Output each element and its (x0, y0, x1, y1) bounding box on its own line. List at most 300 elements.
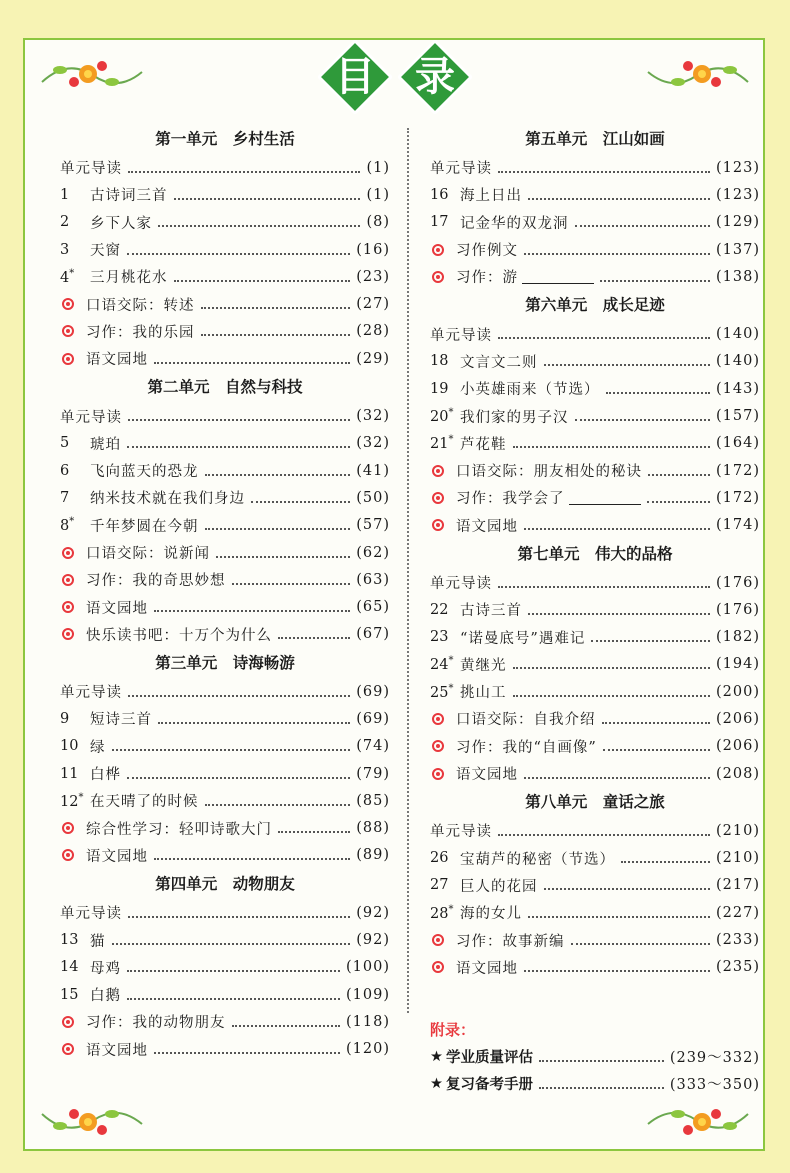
toc-entry-page: (200) (716, 683, 760, 700)
leader-dots (201, 334, 351, 336)
toc-entry[interactable] (60, 236, 390, 263)
appendix-title: 附录： (430, 1021, 476, 1039)
bullet-circle-icon (62, 325, 74, 337)
leader-dots (513, 446, 711, 448)
toc-entry-page: (65) (356, 599, 390, 616)
lesson-number: 15 (60, 986, 79, 1003)
leader-dots (251, 501, 350, 503)
toc-entry-label: 口语交际：朋友相处的秘诀 (456, 464, 642, 481)
appendix-item[interactable] (430, 1070, 760, 1097)
optional-lesson-mark: * (448, 434, 454, 446)
toc-entry-label: 宝葫芦的秘密（节选） (460, 851, 615, 868)
toc-entry-label: 乡下人家 (90, 215, 152, 232)
toc-entry[interactable] (430, 817, 760, 844)
toc-entry-label: 语文园地 (86, 1042, 148, 1059)
bullet-circle-icon (432, 961, 444, 973)
appendix-item-page: (239～332) (669, 1050, 760, 1067)
leader-dots (128, 419, 350, 421)
toc-column-left (60, 124, 390, 1063)
page-title (318, 40, 472, 114)
unit-title: 第四单元 动物朋友 (155, 875, 295, 894)
toc-entry-page: (32) (356, 435, 390, 452)
lesson-number: 14 (60, 959, 79, 976)
toc-entry[interactable] (60, 181, 390, 208)
toc-entry[interactable] (430, 320, 760, 347)
lesson-number: 3 (60, 241, 70, 258)
toc-entry-page: (50) (356, 489, 390, 506)
leader-dots (128, 695, 350, 697)
toc-entry[interactable] (60, 621, 390, 648)
toc-entry-label: 习作：我的奇思妙想 (86, 573, 226, 590)
bullet-circle-icon (432, 492, 444, 504)
toc-entry[interactable] (60, 263, 390, 290)
lesson-number: 19 (430, 380, 449, 397)
toc-entry[interactable] (430, 209, 760, 236)
unit-title: 第五单元 江山如画 (525, 130, 665, 148)
toc-entry-label: 单元导读 (430, 327, 492, 344)
toc-entry-page: (143) (716, 380, 760, 397)
leader-dots (648, 474, 710, 476)
title-char: 录 (415, 54, 455, 100)
toc-entry-page: (137) (716, 241, 760, 258)
leader-dots (127, 253, 350, 255)
toc-entry[interactable] (60, 705, 390, 732)
bullet-circle-icon (432, 934, 444, 946)
toc-entry[interactable] (60, 402, 390, 429)
star-icon: ★ (430, 1075, 443, 1092)
toc-entry[interactable] (60, 815, 390, 842)
leader-dots (158, 225, 360, 227)
toc-entry[interactable] (430, 651, 760, 678)
toc-entry-label: 习作例文 (456, 243, 518, 260)
optional-lesson-mark: * (69, 267, 75, 279)
toc-entry-label: “诺曼底号”遇难记 (460, 630, 586, 647)
lesson-number: 5 (60, 435, 70, 452)
lesson-number: 26 (430, 850, 449, 867)
toc-entry[interactable] (60, 566, 390, 593)
bullet-circle-icon (432, 519, 444, 531)
lesson-number: 21* (430, 434, 454, 453)
leader-dots (498, 586, 710, 588)
toc-entry[interactable] (430, 760, 760, 787)
leader-dots (544, 364, 711, 366)
toc-entry-label: 琥珀 (90, 436, 121, 453)
bullet-circle-icon (62, 353, 74, 365)
bullet-circle-icon (62, 1043, 74, 1055)
toc-entry-label: 白桦 (90, 767, 121, 784)
toc-entry-label: 语文园地 (456, 518, 518, 535)
toc-entry-page: (8) (366, 214, 390, 231)
leader-dots (278, 637, 350, 639)
lesson-number: 11 (60, 765, 79, 782)
toc-entry-label: 海的女儿 (460, 906, 522, 923)
toc-entry[interactable] (430, 181, 760, 208)
toc-entry-page: (27) (356, 296, 390, 313)
toc-entry-label: 我们家的男子汉 (460, 409, 569, 426)
bullet-circle-icon (432, 768, 444, 780)
leader-dots (112, 943, 351, 945)
star-icon: ★ (430, 1048, 443, 1065)
unit-title: 第二单元 自然与科技 (147, 378, 303, 397)
toc-entry-label: 飞向蓝天的恐龙 (90, 464, 199, 481)
toc-entry[interactable] (60, 787, 390, 814)
toc-entry-label: 综合性学习：轻叩诗歌大门 (86, 821, 272, 838)
toc-entry-page: (69) (356, 710, 390, 727)
toc-entry-page: (206) (716, 710, 760, 727)
unit-title: 第七单元 伟大的品格 (517, 544, 673, 563)
lesson-number: 10 (60, 738, 79, 755)
lesson-number: 12* (60, 791, 84, 810)
leader-dots (498, 171, 710, 173)
toc-entry-page: (109) (346, 986, 390, 1003)
toc-entry-page: (227) (716, 904, 760, 921)
toc-entry[interactable] (60, 954, 390, 981)
toc-entry-label: 口语交际：自我介绍 (456, 712, 596, 729)
toc-entry-label: 口语交际：说新闻 (86, 546, 210, 562)
optional-lesson-mark: * (69, 516, 75, 528)
toc-entry[interactable] (430, 596, 760, 623)
toc-entry[interactable] (60, 290, 390, 317)
toc-entry-label: 习作：我的乐园 (86, 324, 195, 341)
toc-entry-label: 文言文二则 (460, 354, 538, 371)
lesson-number: 9 (60, 710, 70, 727)
toc-entry-page: (140) (716, 326, 760, 343)
toc-entry-label: 单元导读 (60, 685, 122, 702)
toc-entry[interactable] (60, 209, 390, 236)
toc-entry-label: 快乐读书吧：十万个为什么 (86, 627, 272, 644)
toc-entry[interactable] (60, 981, 390, 1008)
leader-dots (513, 667, 711, 669)
leader-dots (524, 777, 710, 779)
floral-ornament-icon (38, 52, 148, 96)
toc-entry-page: (85) (356, 792, 390, 809)
toc-entry-page: (67) (356, 626, 390, 643)
toc-entry-page: (63) (356, 571, 390, 588)
leader-dots (201, 307, 351, 309)
optional-lesson-mark: * (448, 903, 454, 915)
toc-entry[interactable] (60, 1008, 390, 1035)
toc-entry-page: (79) (356, 765, 390, 782)
toc-entry-page: (210) (716, 822, 760, 839)
bullet-circle-icon (62, 628, 74, 640)
lesson-number: 25* (430, 682, 454, 701)
toc-entry[interactable] (430, 430, 760, 457)
leader-dots (232, 583, 351, 585)
toc-entry-label: 海上日出 (460, 188, 522, 205)
bullet-circle-icon (62, 822, 74, 834)
toc-entry[interactable] (430, 705, 760, 732)
toc-entry-label: 口语交际：转述 (86, 297, 195, 314)
toc-entry-label: 千年梦圆在今朝 (90, 518, 199, 535)
toc-entry-page: (120) (346, 1041, 390, 1058)
toc-entry-page: (233) (716, 932, 760, 949)
leader-dots (539, 1060, 664, 1062)
toc-entry-page: (32) (356, 408, 390, 425)
lesson-number: 2 (60, 214, 70, 231)
leader-dots (205, 474, 351, 476)
toc-entry-label: 芦花鞋 (460, 436, 507, 453)
toc-entry-label: 三月桃花水 (90, 270, 168, 287)
toc-entry[interactable] (60, 760, 390, 787)
toc-entry[interactable] (430, 954, 760, 981)
toc-entry[interactable] (430, 733, 760, 760)
leader-dots (603, 749, 710, 751)
leader-dots (174, 198, 361, 200)
lesson-number: 7 (60, 489, 70, 506)
toc-entry[interactable] (60, 899, 390, 926)
leader-dots (174, 280, 351, 282)
toc-entry-label: 语文园地 (86, 352, 148, 369)
toc-entry[interactable] (60, 593, 390, 620)
toc-column-right (430, 124, 760, 981)
toc-entry[interactable] (430, 845, 760, 872)
lesson-number: 23 (430, 629, 449, 646)
toc-entry-page: (1) (366, 159, 390, 176)
toc-entry-label: 白鹅 (90, 988, 121, 1005)
leader-dots (571, 943, 711, 945)
leader-dots (600, 280, 710, 282)
toc-entry-label: 天窗 (90, 243, 121, 260)
toc-entry[interactable] (60, 345, 390, 372)
toc-entry-label: 单元导读 (430, 824, 492, 841)
bullet-circle-icon (432, 713, 444, 725)
toc-entry[interactable] (430, 484, 760, 511)
leader-dots (524, 970, 710, 972)
toc-entry-page: (172) (716, 489, 760, 506)
leader-dots (498, 834, 710, 836)
toc-entry-page: (92) (356, 904, 390, 921)
bullet-circle-icon (432, 271, 444, 283)
bullet-circle-icon (432, 465, 444, 477)
leader-dots (602, 722, 711, 724)
leader-dots (528, 916, 710, 918)
leader-dots (127, 446, 350, 448)
toc-entry[interactable] (430, 872, 760, 899)
toc-entry-label: 记金华的双龙洞 (460, 215, 569, 232)
toc-entry-label: 习作：游 (456, 270, 518, 287)
toc-entry-page: (1) (366, 186, 390, 203)
unit-title: 第一单元 乡村生活 (155, 130, 295, 148)
lesson-number: 6 (60, 462, 70, 479)
toc-entry[interactable] (60, 539, 390, 566)
leader-dots (539, 1087, 664, 1089)
toc-entry-page: (123) (716, 159, 760, 176)
leader-dots (158, 722, 350, 724)
toc-entry-label: 古诗三首 (460, 603, 522, 620)
toc-entry[interactable] (430, 678, 760, 705)
leader-dots (232, 1025, 341, 1027)
toc-entry-label: 语文园地 (456, 767, 518, 784)
leader-dots (528, 198, 710, 200)
appendix-item[interactable] (430, 1043, 760, 1070)
leader-dots (154, 362, 350, 364)
toc-entry[interactable] (430, 375, 760, 402)
leader-dots (606, 392, 711, 394)
toc-entry-page: (164) (716, 435, 760, 452)
toc-entry-page: (29) (356, 350, 390, 367)
toc-entry[interactable] (430, 512, 760, 539)
leader-dots (154, 858, 350, 860)
toc-entry[interactable] (60, 457, 390, 484)
bullet-circle-icon (62, 574, 74, 586)
lesson-number: 8* (60, 516, 75, 535)
leader-dots (278, 831, 350, 833)
leader-dots (112, 749, 351, 751)
leader-dots (127, 777, 350, 779)
fill-in-blank (569, 490, 641, 505)
toc-entry[interactable] (430, 154, 760, 181)
toc-entry[interactable] (60, 842, 390, 869)
toc-entry-label: 单元导读 (430, 161, 492, 178)
toc-entry-label: 习作：我的“自画像” (456, 739, 597, 756)
lesson-number: 20* (430, 407, 454, 425)
toc-entry-label: 单元导读 (430, 576, 492, 592)
leader-dots (575, 419, 711, 421)
leader-dots (524, 528, 710, 530)
toc-entry-page: (129) (716, 214, 760, 231)
appendix-item-label: 学业质量评估 (446, 1050, 533, 1067)
toc-entry-label: 在天晴了的时候 (90, 794, 199, 811)
lesson-number: 22 (430, 601, 449, 618)
toc-entry[interactable] (430, 899, 760, 926)
toc-entry[interactable] (60, 154, 390, 181)
optional-lesson-mark: * (448, 655, 454, 667)
toc-entry-page: (123) (716, 186, 760, 203)
toc-entry[interactable] (430, 236, 760, 263)
toc-entry-page: (69) (356, 683, 390, 700)
toc-entry-label: 绿 (90, 739, 106, 756)
toc-entry-page: (41) (356, 462, 390, 479)
lesson-number: 1 (60, 186, 70, 203)
toc-entry-page: (28) (356, 323, 390, 340)
toc-entry-page: (157) (716, 408, 760, 425)
toc-entry-page: (172) (716, 462, 760, 479)
toc-entry-page: (206) (716, 738, 760, 755)
toc-entry-page: (16) (356, 241, 390, 258)
toc-entry-page: (57) (356, 517, 390, 534)
lesson-number: 27 (430, 877, 449, 894)
leader-dots (513, 695, 711, 697)
toc-entry-page: (182) (716, 629, 760, 646)
floral-ornament-icon (642, 52, 752, 96)
leader-dots (216, 556, 350, 558)
toc-entry[interactable] (60, 512, 390, 539)
leader-dots (127, 970, 340, 972)
toc-entry-label: 古诗词三首 (90, 188, 168, 205)
leader-dots (498, 337, 710, 339)
floral-ornament-icon (38, 1100, 148, 1144)
toc-entry-label: 习作：我学会了 (456, 491, 565, 508)
toc-entry[interactable] (60, 1036, 390, 1063)
toc-entry-page: (118) (346, 1013, 390, 1030)
optional-lesson-mark: * (448, 682, 454, 694)
lesson-number: 18 (430, 353, 449, 370)
leader-dots (524, 253, 710, 255)
leader-dots (647, 501, 711, 503)
toc-entry-label: 猫 (90, 933, 106, 950)
toc-entry-page: (208) (716, 765, 760, 782)
toc-entry-page: (23) (356, 268, 390, 285)
toc-entry[interactable] (60, 484, 390, 511)
toc-entry-label: 母鸡 (90, 960, 121, 977)
leader-dots (205, 528, 351, 530)
toc-entry[interactable] (60, 733, 390, 760)
toc-entry-page: (235) (716, 959, 760, 976)
toc-entry-page: (92) (356, 932, 390, 949)
toc-entry[interactable] (430, 402, 760, 429)
toc-entry-page: (138) (716, 268, 760, 285)
appendix (430, 1017, 760, 1098)
leader-dots (128, 171, 360, 173)
toc-entry[interactable] (430, 569, 760, 596)
optional-lesson-mark: * (78, 791, 84, 803)
unit-title: 第八单元 童话之旅 (525, 793, 665, 812)
toc-entry[interactable] (430, 348, 760, 375)
toc-entry[interactable] (60, 678, 390, 705)
toc-entry-page: (140) (716, 353, 760, 370)
lesson-number: 28* (430, 903, 454, 922)
floral-ornament-icon (642, 1100, 752, 1144)
toc-entry[interactable] (430, 623, 760, 650)
toc-entry-label: 习作：我的动物朋友 (86, 1015, 226, 1032)
column-divider (407, 128, 409, 1013)
bullet-circle-icon (432, 740, 444, 752)
leader-dots (621, 861, 710, 863)
toc-entry-page: (88) (356, 820, 390, 837)
toc-entry[interactable] (430, 457, 760, 484)
toc-entry-page: (174) (716, 517, 760, 534)
toc-entry-page: (210) (716, 850, 760, 867)
toc-entry-label: 短诗三首 (90, 712, 152, 729)
appendix-item-label: 复习备考手册 (446, 1077, 533, 1094)
unit-title: 第六单元 成长足迹 (525, 296, 665, 315)
leader-dots (154, 1052, 340, 1054)
toc-entry[interactable] (60, 318, 390, 345)
bullet-circle-icon (62, 1016, 74, 1028)
toc-entry-label: 单元导读 (60, 906, 122, 923)
leader-dots (591, 640, 710, 642)
lesson-number: 13 (60, 932, 79, 949)
toc-entry-label: 单元导读 (60, 161, 122, 178)
toc-entry[interactable] (430, 926, 760, 953)
toc-entry-label: 语文园地 (456, 960, 518, 977)
bullet-circle-icon (62, 298, 74, 310)
fill-in-blank (522, 269, 594, 284)
toc-entry-label: 黄继光 (460, 657, 507, 674)
title-char: 目 (335, 54, 375, 100)
toc-entry-label: 挑山工 (460, 685, 507, 702)
optional-lesson-mark: * (448, 407, 454, 419)
lesson-number: 24* (430, 655, 454, 674)
toc-entry[interactable] (60, 430, 390, 457)
toc-entry[interactable] (430, 263, 760, 290)
leader-dots (528, 613, 710, 615)
appendix-item-page: (333～350) (669, 1077, 760, 1094)
bullet-circle-icon (432, 244, 444, 256)
leader-dots (127, 998, 340, 1000)
bullet-circle-icon (62, 849, 74, 861)
toc-entry-page: (217) (716, 877, 760, 894)
unit-title: 第三单元 诗海畅游 (155, 654, 295, 673)
toc-entry[interactable] (60, 926, 390, 953)
toc-entry-page: (176) (716, 574, 760, 591)
lesson-number: 16 (430, 186, 449, 203)
leader-dots (154, 610, 350, 612)
toc-entry-page: (100) (346, 959, 390, 976)
bullet-circle-icon (62, 601, 74, 613)
toc-entry-page: (194) (716, 656, 760, 673)
leader-dots (544, 888, 711, 890)
